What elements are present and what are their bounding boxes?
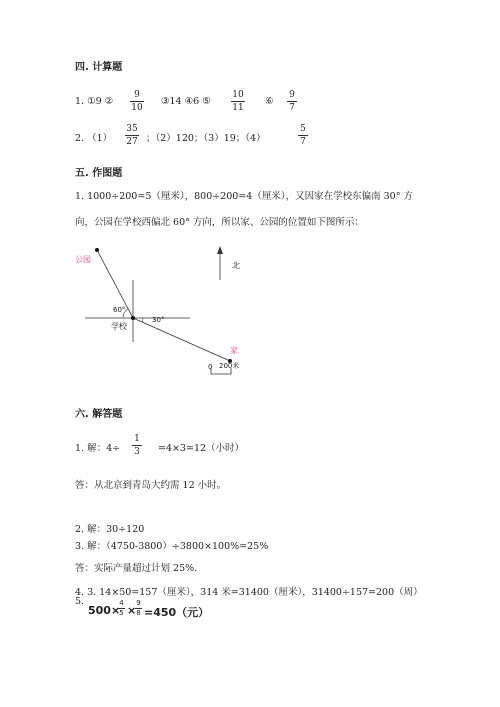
fraction-denominator: 10 — [131, 103, 143, 113]
scale-zero-label: 0 — [208, 363, 213, 371]
fraction-denominator: 7 — [300, 137, 306, 147]
fraction-numerator: 5 — [300, 124, 306, 134]
park-label: 公园 — [75, 255, 91, 264]
fraction-denominator: 11 — [232, 103, 244, 113]
fraction-bar — [132, 445, 142, 446]
calc-q1-item6: ⑥ — [265, 96, 274, 107]
fraction-denominator: 7 — [289, 103, 295, 113]
draw-line-2: 向，公园在学校西偏北 60° 方向，所以家、公园的位置如下图所示： — [75, 217, 364, 228]
solve-q2: 2. 解：30÷120 — [75, 524, 145, 535]
north-label: 北 — [232, 261, 240, 270]
fraction-bar — [287, 101, 297, 102]
park-point — [95, 248, 99, 252]
calc-q1-fraction-2 — [231, 90, 245, 113]
fraction-numerator: 9 — [289, 90, 295, 100]
direction-figure — [70, 240, 270, 380]
home-label: 家 — [230, 346, 238, 355]
school-label: 学校 — [111, 322, 127, 331]
angle-60-label: 60° — [113, 306, 126, 314]
solve-q3: 3. 解：（4750-3800）÷3800×100%=25% — [75, 541, 269, 552]
solve-q1-fraction — [132, 434, 142, 457]
draw-line-1: 1. 1000÷200=5（厘米），800÷200=4（厘米），又因家在学校东偏南 30° 方 — [75, 191, 413, 202]
fraction-numerator: 1 — [134, 434, 140, 444]
calc-q2-fraction-1 — [125, 124, 139, 147]
scale-value-label: 200米 — [219, 362, 240, 370]
solve-q1-prefix: 1. 解：4÷ — [75, 443, 121, 454]
solve-q5-part-b: × — [127, 604, 137, 617]
fraction-bar — [130, 101, 144, 102]
fraction-denominator: 27 — [126, 137, 138, 147]
calc-q1-fraction-1 — [130, 90, 144, 113]
north-arrow-head — [217, 246, 223, 254]
fraction-numerator: 35 — [126, 124, 138, 134]
calc-q2-prefix: 2. （1） — [75, 133, 113, 144]
solve-q5-fraction-1 — [118, 600, 125, 617]
draw-heading: 五. 作图题 — [75, 168, 123, 179]
school-point — [131, 316, 135, 320]
solve-q5-fraction-2 — [135, 600, 142, 617]
fraction-denominator: 3 — [134, 447, 140, 457]
fraction-numerator: 9 — [134, 90, 140, 100]
fraction-bar — [298, 135, 308, 136]
calc-q1-prefix: 1. ①9 ② — [75, 96, 114, 107]
angle-30-label: 30° — [152, 316, 165, 324]
school-to-home-line — [133, 318, 230, 361]
solve-q3-answer: 答：实际产量超过计划 25%. — [75, 563, 198, 574]
calc-heading: 四. 计算题 — [75, 62, 123, 73]
calc-q2-mid: ；（2）120；（3）19；（4） — [146, 133, 266, 144]
solve-q5-part-a: 500× — [88, 604, 121, 617]
fraction-denominator: 8 — [136, 609, 141, 617]
fraction-denominator: 5 — [119, 609, 124, 617]
solve-q5-label: 5. — [75, 596, 85, 607]
fraction-bar — [231, 101, 245, 102]
fraction-numerator: 10 — [232, 90, 244, 100]
calc-q1-fraction-3 — [287, 90, 297, 113]
solve-q1-answer: 答：从北京到青岛大约需 12 小时。 — [75, 480, 227, 491]
solve-q5-part-c: =450（元） — [144, 606, 210, 619]
calc-q1-mid: ③14 ④6 ⑤ — [161, 96, 211, 107]
calc-q2-fraction-2 — [298, 124, 308, 147]
solve-q1-rest: =4×3=12（小时） — [158, 443, 245, 454]
angle-30-arc — [142, 318, 143, 322]
fraction-numerator: 9 — [136, 599, 141, 607]
fraction-numerator: 4 — [119, 599, 124, 607]
solve-heading: 六. 解答题 — [75, 409, 123, 420]
fraction-bar — [125, 135, 139, 136]
solve-q4: 4. 3. 14×50=157（厘米），314 米=31400（厘米），31400÷157=200（周） — [75, 587, 423, 598]
